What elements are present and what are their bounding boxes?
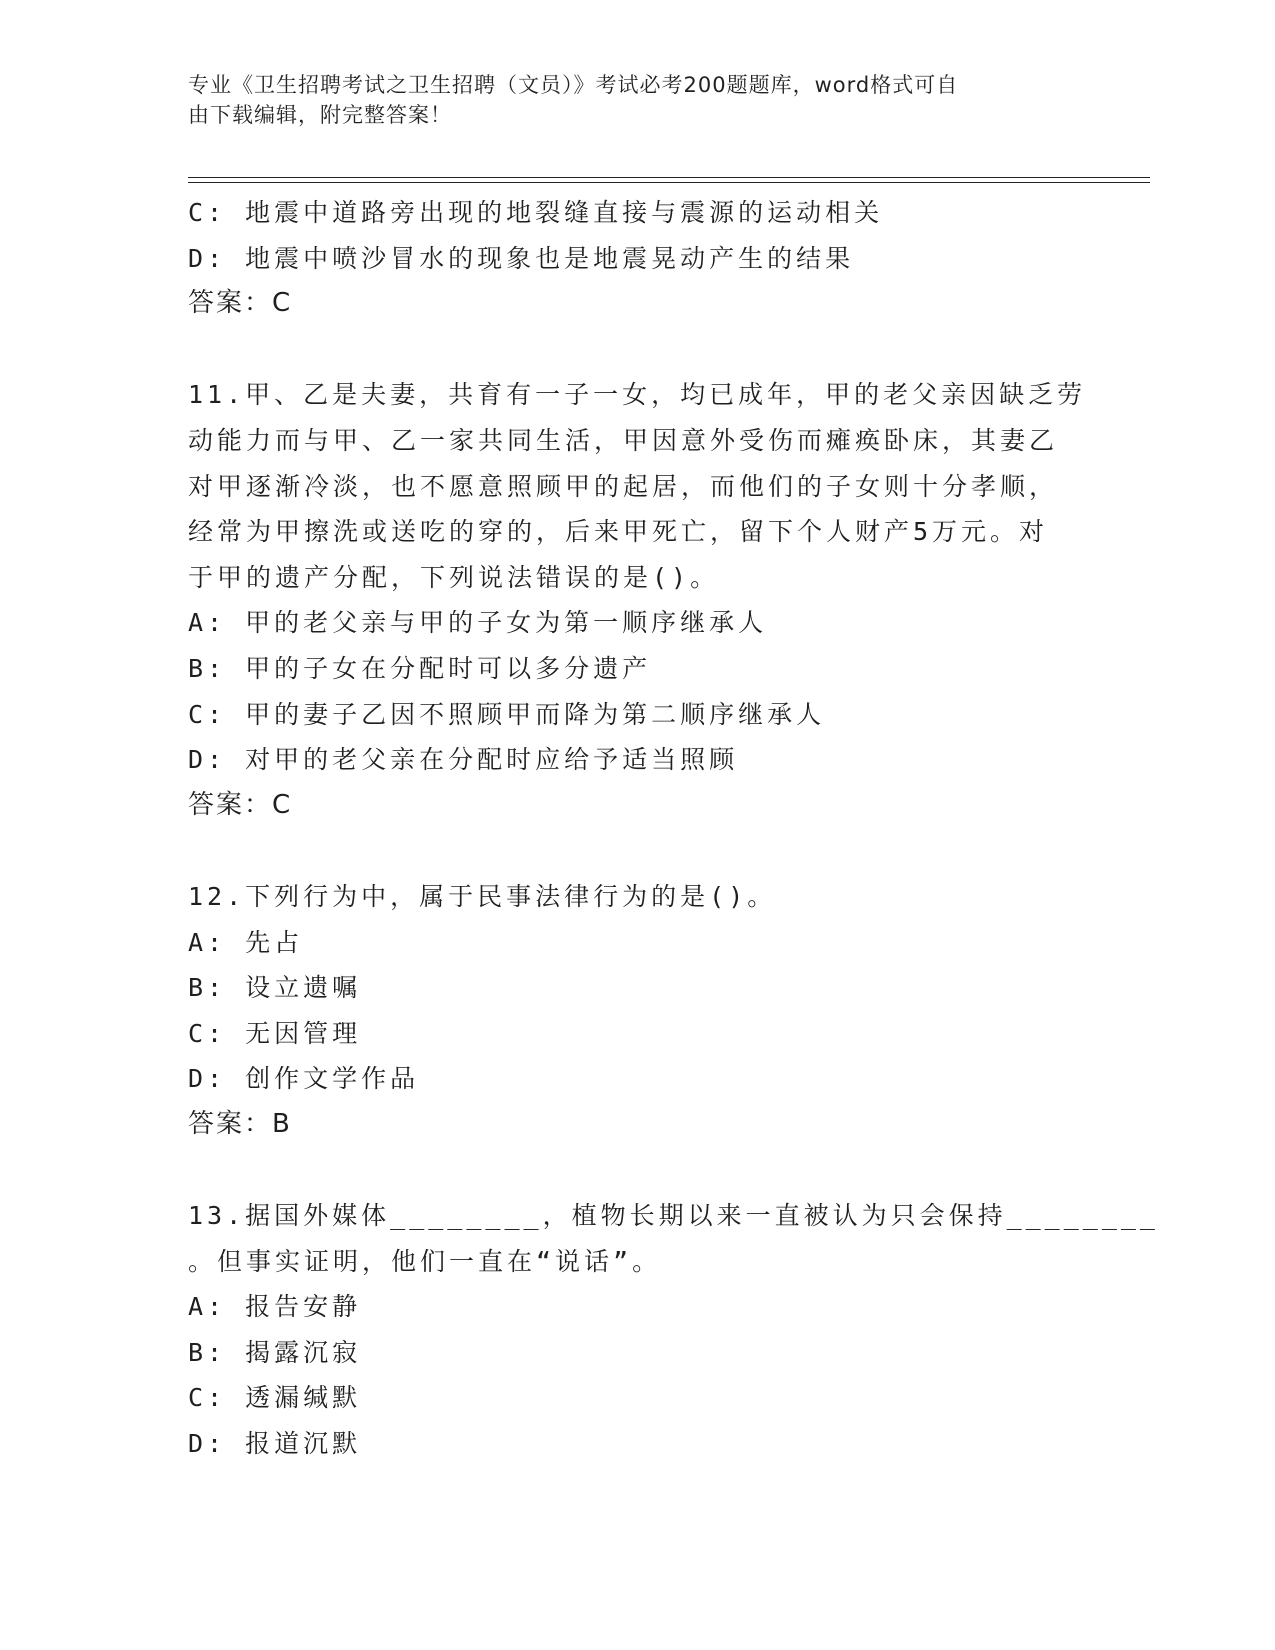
option-d: D: 对甲的老父亲在分配时应给予适当照顾 (188, 745, 739, 775)
question-stem-line: 。但事实证明，他们一直在“说话”。 (188, 1246, 662, 1276)
option-d: D: 地震中喷沙冒水的现象也是地震晃动产生的结果 (188, 243, 855, 273)
option-c: C: 地震中道路旁出现的地裂缝直接与震源的运动相关 (188, 198, 884, 227)
question-content (188, 190, 1159, 1467)
question-13 (188, 1193, 1159, 1467)
spacer (188, 828, 1088, 874)
option-c: C: 透漏缄默 (188, 1383, 362, 1413)
answer: 答案：C (188, 789, 293, 820)
option-c: C: 无因管理 (188, 1018, 362, 1048)
option-c: C: 甲的妻子乙因不照顾甲而降为第二顺序继承人 (188, 699, 826, 729)
option-a: A: 报告安静 (188, 1292, 362, 1322)
header-line-2: 由下载编辑，附完整答案！ (188, 103, 452, 127)
option-d: D: 创作文学作品 (188, 1064, 420, 1094)
spacer (188, 327, 1088, 373)
question-stem-line: 动能力而与甲、乙一家共同生活，甲因意外受伤而瘫痪卧床，其妻乙 (188, 425, 1059, 455)
question-stem-line: 对甲逐渐冷淡，也不愿意照顾甲的起居，而他们的子女则十分孝顺， (188, 471, 1059, 501)
option-a: A: 先占 (188, 927, 304, 957)
option-b: B: 甲的子女在分配时可以多分遗产 (188, 653, 652, 683)
header-line-1: 专业《卫生招聘考试之卫生招聘（文员）》考试必考200题题库，word格式可自 (188, 73, 959, 97)
option-b: B: 设立遗嘱 (188, 973, 362, 1003)
question-stem-line: 于甲的遗产分配，下列说法错误的是()。 (188, 562, 720, 592)
answer: 答案：C (188, 288, 293, 319)
option-b: B: 揭露沉寂 (188, 1337, 362, 1367)
header-rule-top (188, 177, 1150, 178)
question-12 (188, 874, 1088, 1148)
question-stem-line: 11.甲、乙是夫妻，共育有一子一女，均已成年，甲的老父亲因缺乏劳 (188, 380, 1087, 410)
question-10 (188, 190, 1088, 327)
option-d: D: 报道沉默 (188, 1429, 362, 1459)
option-a: A: 甲的老父亲与甲的子女为第一顺序继承人 (188, 608, 768, 638)
question-stem-line: 13.据国外媒体________，植物长期以来一直被认为只会保持________ (188, 1201, 1159, 1231)
question-stem-line: 12.下列行为中，属于民事法律行为的是()。 (188, 881, 777, 911)
header-rule-bottom (188, 182, 1150, 183)
spacer (188, 1147, 1088, 1193)
question-stem-line: 经常为甲擦洗或送吃的穿的，后来甲死亡，留下个人财产5万元。对 (188, 517, 1049, 547)
question-11 (188, 372, 1088, 828)
answer: 答案：B (188, 1108, 292, 1139)
document-header (188, 70, 1068, 130)
